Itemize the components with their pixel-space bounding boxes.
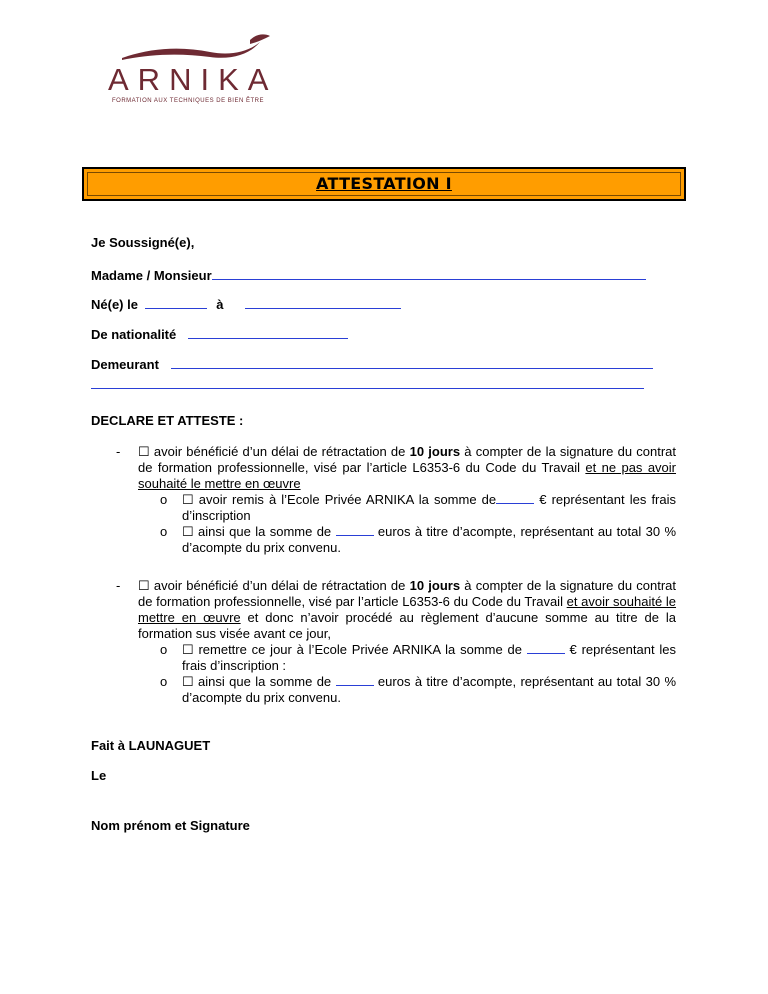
nationality-blank[interactable] xyxy=(188,327,348,339)
birth-date-blank[interactable] xyxy=(145,297,207,309)
option1-sub1-text: ☐ avoir remis à l’Ecole Privée ARNIKA la somme de € représentant les frais d’inscription xyxy=(182,492,676,523)
date-label: Le xyxy=(91,768,107,783)
checkbox-icon[interactable]: ☐ xyxy=(138,444,150,459)
at-label: à xyxy=(216,297,224,312)
born-label: Né(e) le xyxy=(91,297,138,312)
option2-sub2-bullet: o xyxy=(160,674,168,689)
amount-blank[interactable] xyxy=(336,675,374,686)
birth-row xyxy=(91,297,401,312)
birth-place-blank[interactable] xyxy=(245,297,401,309)
option2-sub1-bullet: o xyxy=(160,642,168,657)
amount-blank[interactable] xyxy=(336,525,374,536)
option2-sub1-text: ☐ remettre ce jour à l’Ecole Privée ARNIKA la somme de € représentant les frais d’inscription : xyxy=(182,642,676,673)
logo-tagline: FORMATION AUX TECHNIQUES DE BIEN ÊTRE xyxy=(112,98,264,104)
option1-dash: - xyxy=(116,444,121,459)
amount-blank[interactable] xyxy=(496,493,534,504)
checkbox-icon[interactable]: ☐ xyxy=(182,524,194,539)
option1-text: ☐ avoir bénéficié d’un délai de rétractation de 10 jours à compter de la signature du contrat de formation professionnelle, visé par l’article L6353-6 du Code du Travail et ne pas avoir souhaité le mettre en œuvre xyxy=(138,444,677,491)
civility-label: Madame / Monsieur xyxy=(91,268,212,283)
signature-label: Nom prénom et Signature xyxy=(91,818,250,833)
nationality-row xyxy=(91,327,348,342)
declare-heading: DECLARE ET ATTESTE : xyxy=(91,413,244,428)
address-label: Demeurant xyxy=(91,357,159,372)
nationality-label: De nationalité xyxy=(91,327,177,342)
civility-row xyxy=(91,268,646,283)
checkbox-icon[interactable]: ☐ xyxy=(182,492,194,507)
option1-sub2-text: ☐ ainsi que la somme de euros à titre d’acompte, représentant au total 30 % d’acompte du prix convenu. xyxy=(182,524,676,555)
option2-sub2-text: ☐ ainsi que la somme de euros à titre d’acompte, représentant au total 30 % d’acompte du prix convenu. xyxy=(182,674,676,705)
checkbox-icon[interactable]: ☐ xyxy=(182,642,194,657)
intro-text: Je Soussigné(e), xyxy=(91,235,195,250)
page-title: ATTESTATION I xyxy=(316,174,452,193)
logo-wordmark: ARNIKA xyxy=(108,62,278,97)
title-banner xyxy=(82,167,686,201)
amount-blank[interactable] xyxy=(527,643,565,654)
arnika-logo xyxy=(100,30,280,110)
checkbox-icon[interactable]: ☐ xyxy=(138,578,150,593)
checkbox-icon[interactable]: ☐ xyxy=(182,674,194,689)
option2-dash: - xyxy=(116,578,121,593)
option1-sub1-bullet: o xyxy=(160,492,168,507)
address-row xyxy=(91,357,653,372)
option2-text: ☐ avoir bénéficié d’un délai de rétractation de 10 jours à compter de la signature du contrat de formation professionnelle, visé par l’article L6353-6 du Code du Travail et avoir souhaité le mettre en œuvre et donc n’avoir procédé au règlement d’aucune somme au titre de la formation sus visée avant ce jour, xyxy=(138,578,677,641)
address-blank[interactable] xyxy=(171,357,653,369)
option1-sub2-bullet: o xyxy=(160,524,168,539)
place-text: Fait à LAUNAGUET xyxy=(91,738,211,753)
civility-blank[interactable] xyxy=(212,268,646,280)
address-blank-line2[interactable] xyxy=(91,388,644,389)
